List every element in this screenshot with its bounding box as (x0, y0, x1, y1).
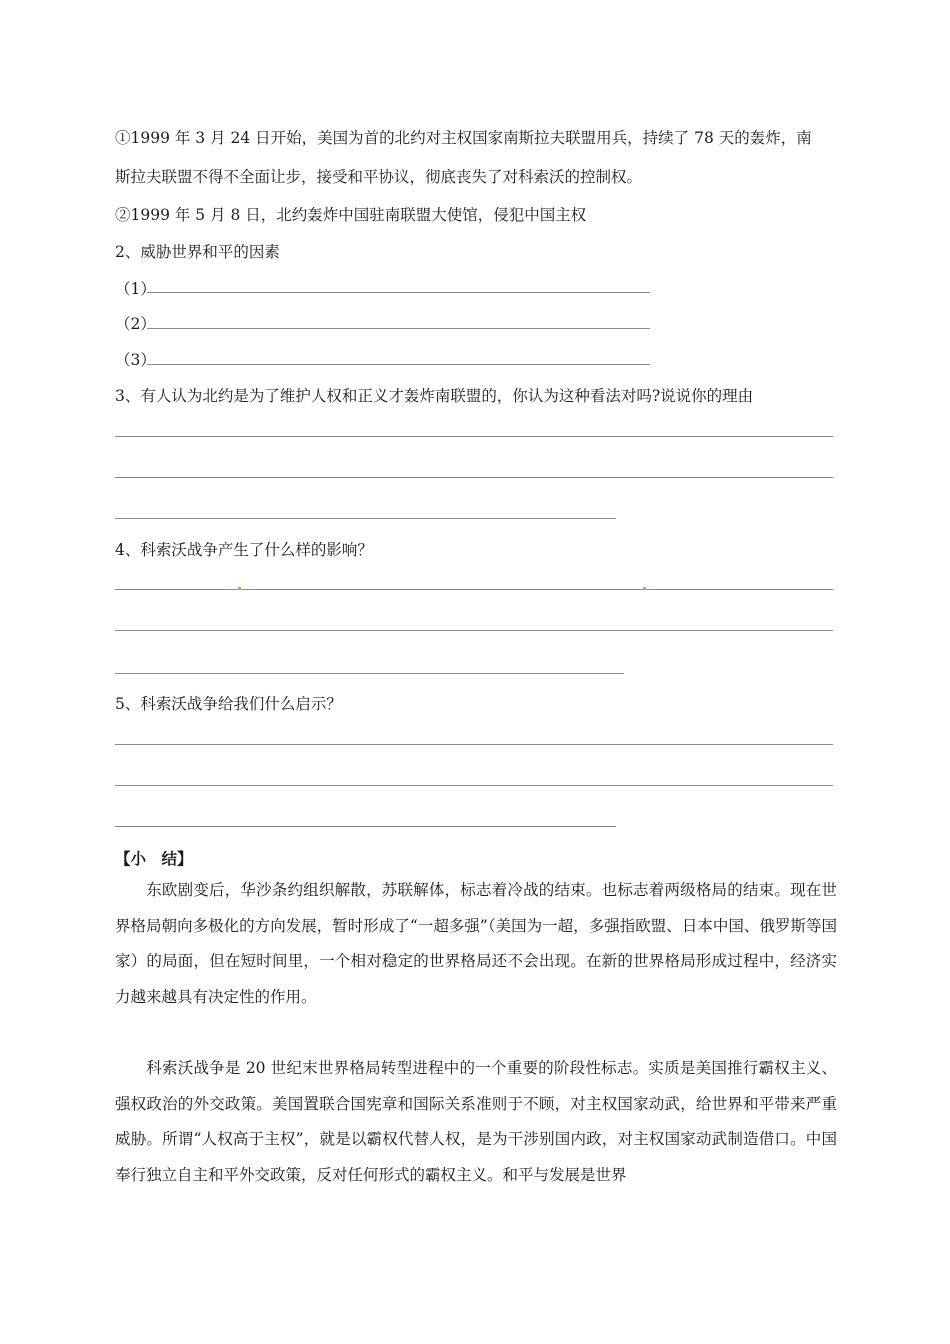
fact-2: ②1999 年 5 月 8 日，北约轰炸中国驻南联盟大使馆，侵犯中国主权 (115, 206, 587, 224)
fact-1-line-2: 斯拉夫联盟不得不全面让步，接受和平协议，彻底丧失了对科索沃的控制权。 (115, 168, 643, 186)
question-4-title: 4、科索沃战争产生了什么样的影响？ (115, 541, 373, 559)
answer-2-3-label: （3） (115, 351, 156, 369)
answer-2-1-label: （1） (115, 280, 156, 298)
answer-2-1-line[interactable] (147, 292, 650, 293)
summary-paragraph-2-text: 科索沃战争是 20 世纪末世界格局转型进程中的一个重要的阶段性标志。实质是美国推行霸权主义、强权政治的外交政策。美国置联合国宪章和国际关系准则于不顾，对主权国家动武，给世界和平带来严重威胁。所谓“人权高于主权”，就是以霸权代替人权，是为干涉别国内政，对主权国家动武制造借口。中国奉行独立自主和平外交政策，反对任何形式的霸权主义。和平与发展是世界 (115, 1059, 837, 1184)
answer-4-line-3[interactable] (115, 673, 624, 674)
answer-2-2-label: （2） (115, 315, 156, 333)
question-3-title: 3、有人认为北约是为了维护人权和正义才轰炸南联盟的，你认为这种看法对吗?说说你的理由 (115, 387, 754, 405)
summary-paragraph-2 (115, 1051, 837, 1193)
fact-1-line-1: ①1999 年 3 月 24 日开始，美国为首的北约对主权国家南斯拉夫联盟用兵，持续了 78 天的轰炸，南 (115, 129, 812, 147)
answer-2-2-line[interactable] (147, 328, 650, 329)
marker-dot (643, 587, 646, 590)
answer-3-line-2[interactable] (115, 477, 833, 478)
question-5-title: 5、科索沃战争给我们什么启示？ (115, 695, 342, 713)
question-2-title: 2、威胁世界和平的因素 (115, 243, 280, 261)
answer-4-line-2[interactable] (115, 630, 833, 631)
answer-5-line-1[interactable] (115, 744, 833, 745)
answer-4-line-1[interactable] (115, 589, 833, 590)
answer-5-line-3[interactable] (115, 826, 616, 827)
summary-paragraph-1 (115, 873, 837, 1015)
summary-heading: 【小 结】 (115, 849, 193, 868)
answer-2-3-line[interactable] (147, 364, 650, 365)
summary-paragraph-1-text: 东欧剧变后，华沙条约组织解散，苏联解体，标志着冷战的结束。也标志着两级格局的结束。现在世界格局朝向多极化的方向发展，暂时形成了“一超多强”（美国为一超，多强指欧盟、日本中国、俄罗斯等国家）的局面，但在短时间里，一个相对稳定的世界格局还不会出现。在新的世界格局形成过程中，经济实力越来越具有决定性的作用。 (115, 881, 837, 1006)
answer-3-line-1[interactable] (115, 436, 833, 437)
answer-5-line-2[interactable] (115, 785, 833, 786)
marker-dot (238, 587, 241, 590)
answer-3-line-3[interactable] (115, 518, 616, 519)
